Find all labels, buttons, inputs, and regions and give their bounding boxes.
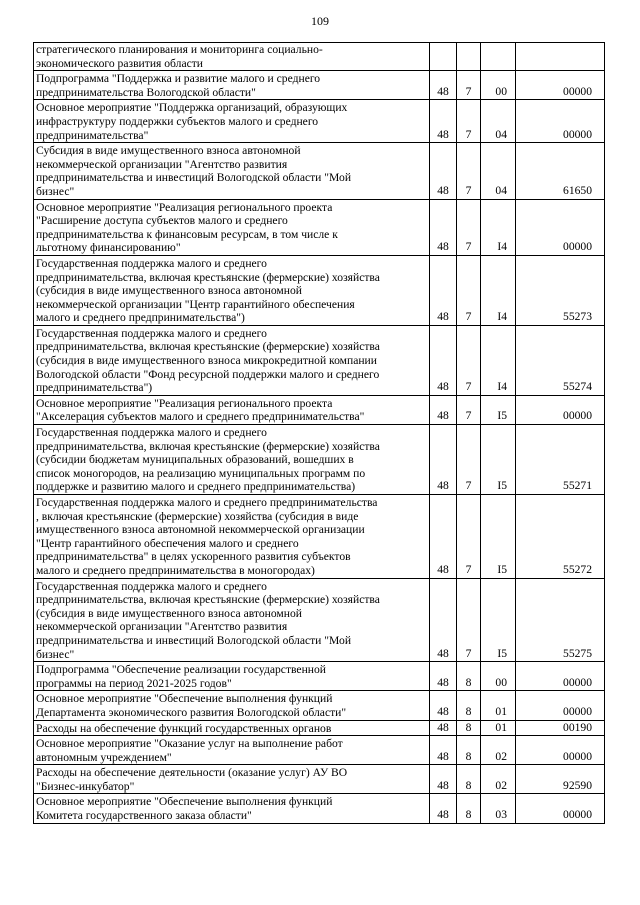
table-row [34,143,605,199]
row-direction-cell: 55272 [516,495,605,579]
row-subprogram-cell: 00 [481,662,516,691]
row-direction-cell: 61650 [516,143,605,199]
row-subprogram-cell [481,43,516,71]
row-program-cell: 8 [457,736,481,765]
row-name-cell: Субсидия в виде имущественного взноса автономной некоммерческой организации "Агентство развития предпринимательства и инвестиций Вологодской области "Мой бизнес" [34,143,430,199]
row-name-cell: Государственная поддержка малого и среднего предпринимательства, включая крестьянские (фермерские) хозяйства (субсидия в виде имущественного взноса автономной некоммерческой организации "Агентство развития предпринимательства и инвестиций Вологодской области "Мой бизнес" [34,578,430,662]
page-number: 109 [311,14,329,28]
row-grbs-cell: 48 [430,325,457,395]
row-subprogram-cell: I5 [481,425,516,495]
row-name-cell: Расходы на обеспечение функций государственных органов [34,720,430,736]
row-program-cell: 8 [457,691,481,720]
row-direction-cell: 92590 [516,765,605,794]
budget-classification-table [33,42,605,824]
row-program-cell: 8 [457,662,481,691]
row-direction-cell: 55274 [516,325,605,395]
row-name-cell: Основное мероприятие "Оказание услуг на выполнение работ автономным учреждением" [34,736,430,765]
row-program-cell: 7 [457,71,481,100]
row-grbs-cell: 48 [430,255,457,325]
row-subprogram-cell: I4 [481,255,516,325]
row-name-cell: Основное мероприятие "Реализация регионального проекта "Акселерация субъектов малого и среднего предпринимательства" [34,395,430,424]
row-name-cell: Подпрограмма "Обеспечение реализации государственной программы на период 2021-2025 годов" [34,662,430,691]
row-name-cell: Государственная поддержка малого и среднего предпринимательства, включая крестьянские (фермерские) хозяйства (субсидии бюджетам муниципальных образований, вошедших в список моногородов, на реализацию муниципальных программ по поддержке и развитию малого и среднего предпринимательства) [34,425,430,495]
row-program-cell: 7 [457,255,481,325]
table-row [34,794,605,823]
row-direction-cell [516,43,605,71]
row-direction-cell: 00000 [516,395,605,424]
row-name-cell: Основное мероприятие "Обеспечение выполнения функций Департамента экономического развития Вологодской области" [34,691,430,720]
row-subprogram-cell: 04 [481,143,516,199]
row-name-cell: Государственная поддержка малого и среднего предпринимательства, включая крестьянские (фермерские) хозяйства (субсидия в виде имущественного взноса автономной некоммерческой организации "Центр гарантийного обеспечения малого и среднего предпринимательства") [34,255,430,325]
table-row [34,325,605,395]
row-name-cell: Государственная поддержка малого и среднего предпринимательства, включая крестьянские (фермерские) хозяйства (субсидия в виде имущественного взноса микрокредитной компании Вологодской области "Фонд ресурсной поддержки малого и среднего предпринимательства") [34,325,430,395]
row-direction-cell: 00190 [516,720,605,736]
row-direction-cell: 00000 [516,662,605,691]
row-grbs-cell: 48 [430,199,457,255]
row-direction-cell: 00000 [516,100,605,143]
table-row [34,255,605,325]
row-grbs-cell: 48 [430,691,457,720]
table-body [34,43,605,824]
row-subprogram-cell: 04 [481,100,516,143]
row-grbs-cell: 48 [430,395,457,424]
row-subprogram-cell: 02 [481,736,516,765]
table-row [34,736,605,765]
table-row [34,691,605,720]
row-grbs-cell: 48 [430,100,457,143]
row-subprogram-cell: 03 [481,794,516,823]
row-name-cell: Основное мероприятие "Реализация регионального проекта "Расширение доступа субъектов малого и среднего предпринимательства к финансовым ресурсам, в том числе к льготному финансированию" [34,199,430,255]
row-grbs-cell: 48 [430,425,457,495]
row-grbs-cell: 48 [430,71,457,100]
row-subprogram-cell: 00 [481,71,516,100]
row-direction-cell: 00000 [516,794,605,823]
table-row [34,720,605,736]
row-subprogram-cell: I4 [481,325,516,395]
row-direction-cell: 00000 [516,736,605,765]
row-grbs-cell: 48 [430,495,457,579]
table-row [34,662,605,691]
table-row [34,495,605,579]
row-program-cell: 8 [457,765,481,794]
row-program-cell: 7 [457,395,481,424]
table-row [34,100,605,143]
row-direction-cell: 00000 [516,199,605,255]
row-grbs-cell [430,43,457,71]
row-subprogram-cell: 01 [481,691,516,720]
row-name-cell: Подпрограмма "Поддержка и развитие малого и среднего предпринимательства Вологодской области" [34,71,430,100]
row-program-cell: 7 [457,100,481,143]
row-direction-cell: 55273 [516,255,605,325]
row-grbs-cell: 48 [430,765,457,794]
table-row [34,425,605,495]
row-grbs-cell: 48 [430,720,457,736]
row-program-cell: 7 [457,495,481,579]
row-program-cell: 7 [457,325,481,395]
table-row [34,43,605,71]
row-name-cell: Государственная поддержка малого и среднего предпринимательства , включая крестьянские (фермерские) хозяйства (субсидия в виде имущественного взноса автономной некоммерческой организации "Центр гарантийного обеспечения малого и среднего предпринимательства" в целях ускоренного развития субъектов малого и среднего предпринимательства в моногородах) [34,495,430,579]
row-subprogram-cell: I5 [481,495,516,579]
row-program-cell: 8 [457,720,481,736]
row-name-cell: Расходы на обеспечение деятельности (оказание услуг) АУ ВО "Бизнес-инкубатор" [34,765,430,794]
row-grbs-cell: 48 [430,794,457,823]
row-grbs-cell: 48 [430,578,457,662]
row-subprogram-cell: I5 [481,395,516,424]
table-row [34,765,605,794]
row-name-cell: Основное мероприятие "Поддержка организаций, образующих инфраструктуру поддержки субъектов малого и среднего предпринимательства" [34,100,430,143]
row-program-cell [457,43,481,71]
row-subprogram-cell: I5 [481,578,516,662]
row-grbs-cell: 48 [430,736,457,765]
table-row [34,199,605,255]
row-subprogram-cell: I4 [481,199,516,255]
table-row [34,71,605,100]
row-grbs-cell: 48 [430,143,457,199]
row-direction-cell: 00000 [516,691,605,720]
row-direction-cell: 55271 [516,425,605,495]
row-subprogram-cell: 01 [481,720,516,736]
row-program-cell: 7 [457,199,481,255]
table-row [34,578,605,662]
row-grbs-cell: 48 [430,662,457,691]
row-subprogram-cell: 02 [481,765,516,794]
table-row [34,395,605,424]
row-name-cell: Основное мероприятие "Обеспечение выполнения функций Комитета государственного заказа области" [34,794,430,823]
row-program-cell: 7 [457,143,481,199]
row-direction-cell: 55275 [516,578,605,662]
row-name-cell: стратегического планирования и мониторинга социально- экономического развития области [34,43,430,71]
row-program-cell: 7 [457,578,481,662]
row-direction-cell: 00000 [516,71,605,100]
row-program-cell: 8 [457,794,481,823]
row-program-cell: 7 [457,425,481,495]
